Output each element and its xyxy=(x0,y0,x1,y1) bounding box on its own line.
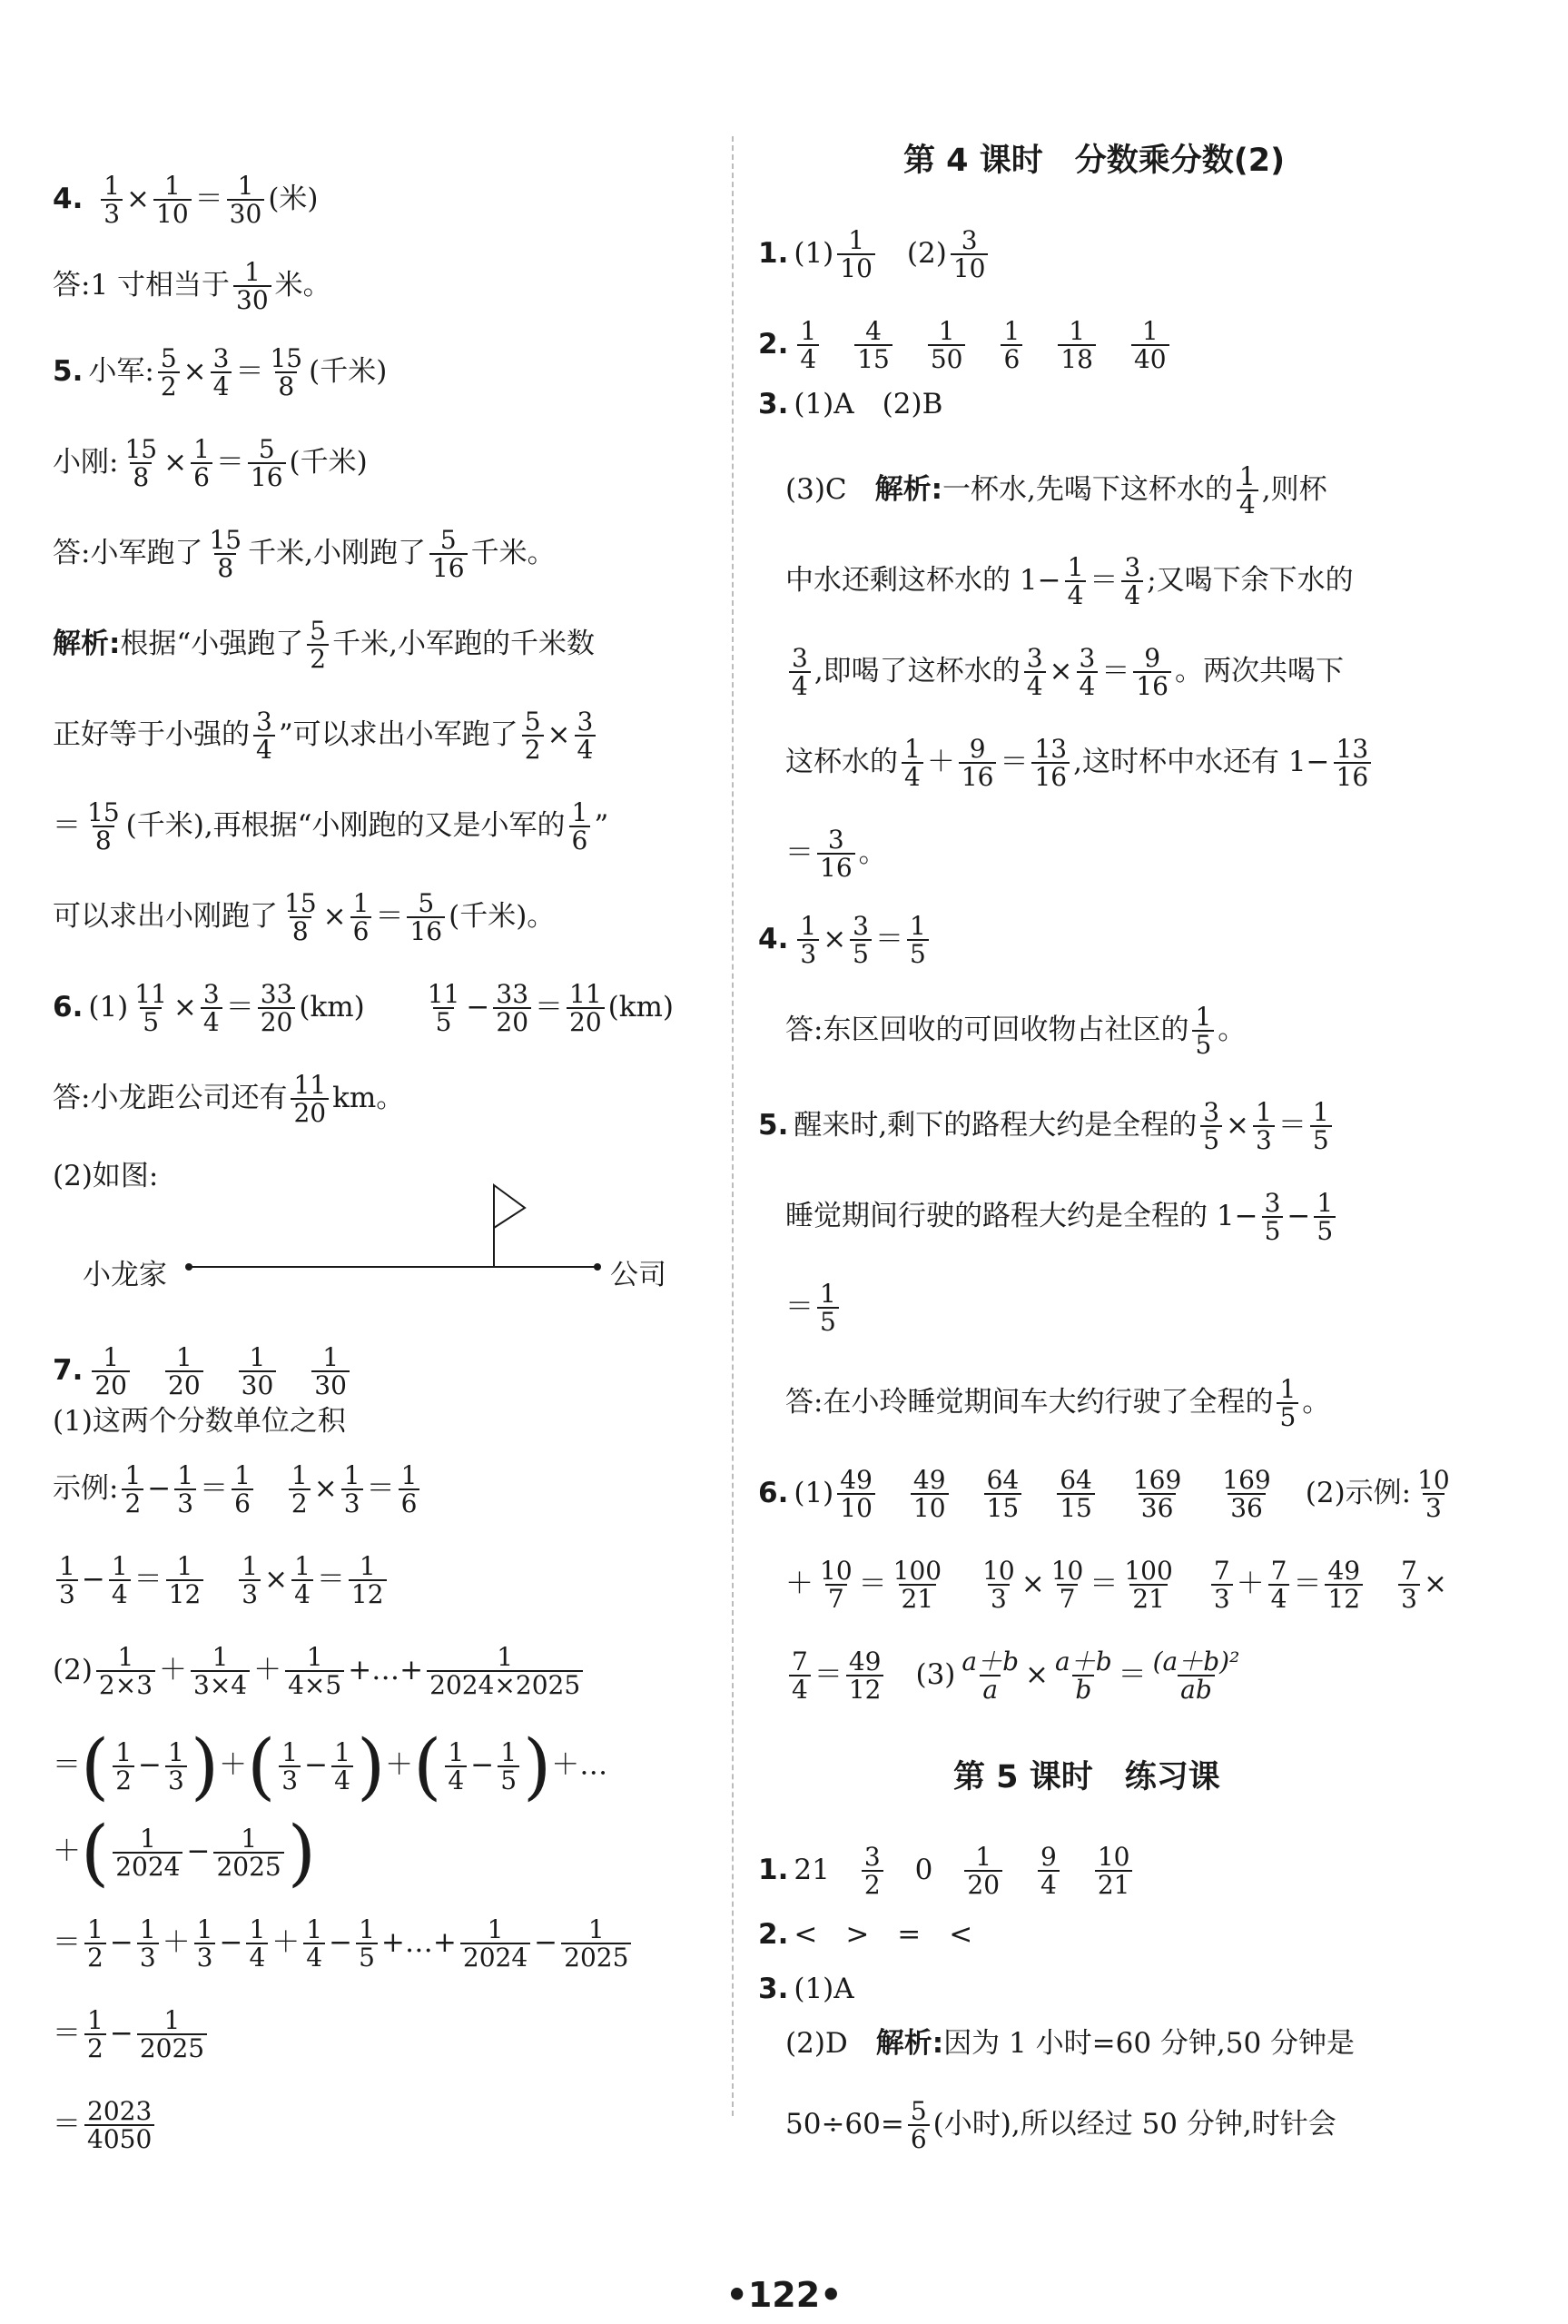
fraction: $\frac{1}{2024\times 2025}$ xyxy=(427,1644,583,1699)
fraction: $\frac{1}{30}$ xyxy=(311,1344,350,1399)
fraction: $\frac{169}{36}$ xyxy=(1222,1465,1271,1524)
fraction: $\frac{1}{5}$ xyxy=(356,1916,378,1972)
fraction: $\frac{1}{4}$ xyxy=(797,318,819,373)
r4-q5-answer: 答:在小玲睡觉期间车大约行驶了全程的 $\frac{1}{5}$ 。 xyxy=(785,1374,1331,1433)
fraction: $\frac{1}{2024}$ xyxy=(113,1825,182,1881)
fraction: $\frac{11}{20}$ xyxy=(567,981,605,1036)
fraction: $\frac{15}{8}$ xyxy=(284,888,317,947)
r4-q3-analysis-2: 中水还剩这杯水的 1− $\frac{1}{4}$ ＝ $\frac{3}{4}$ ;又喝下余下水的 xyxy=(785,552,1354,611)
fraction: $\frac{1}{10}$ xyxy=(153,173,192,228)
fraction: $\frac{1}{2025}$ xyxy=(561,1916,631,1972)
q5-analysis-4: 可以求出小刚跑了 $\frac{15}{8}$ × $\frac{1}{6}$ ＝ $\frac{5}{16}$ (千米)。 xyxy=(53,888,556,947)
r5-q1: 1. 21 $\frac{3}{2}$ 0 $\frac{1}{20}$ $\frac{9}{4}$ $\frac{10}{21}$ xyxy=(758,1844,1136,1899)
fraction: $\frac{100}{21}$ xyxy=(1124,1556,1173,1615)
fraction: $\frac{1}{5}$ xyxy=(907,913,929,968)
fraction: $\frac{10}{7}$ xyxy=(820,1556,853,1615)
r4-q6-line2: ＋ $\frac{10}{7}$ ＝ $\frac{100}{21}$ $\frac{10}{3}$ × $\frac{10}{7}$ ＝ $\frac{100}{21}$ $\frac{7}{3}$ ＋ $\frac{7}{4}$ ＝ $\frac{49}{12}$ $\frac{7}{3}$ × xyxy=(785,1556,1447,1615)
r4-q2: 2. $\frac{1}{4}$ $\frac{4}{15}$ $\frac{1}{50}$ $\frac{1}{6}$ $\frac{1}{18}$ $\frac{1}{40}$ xyxy=(758,318,1173,373)
fraction: $\frac{3}{4}$ xyxy=(253,708,275,764)
fraction: $\frac{10}{3}$ xyxy=(1417,1465,1450,1524)
fraction: $\frac{1}{3}$ xyxy=(137,1916,159,1972)
fraction: $\frac{3}{4}$ xyxy=(575,708,597,764)
fraction: $\frac{1}{3}$ xyxy=(174,1462,196,1518)
q5-analysis-2: 正好等于小强的 $\frac{3}{4}$ ”可以求出小军跑了 $\frac{5}{2}$ × $\frac{3}{4}$ xyxy=(53,708,599,764)
fraction: $\frac{1}{30}$ xyxy=(239,1344,277,1399)
r4-q3-analysis-1: (3)C 解析:一杯水,先喝下这杯水的 $\frac{1}{4}$ ,则杯 xyxy=(785,461,1327,520)
section-title-4: 第 4 课时 分数乘分数(2) xyxy=(903,143,1286,179)
r4-q4-answer: 答:东区回收的可回收物占社区的 $\frac{1}{5}$ 。 xyxy=(785,1002,1247,1061)
fraction: $\frac{33}{20}$ xyxy=(258,981,296,1036)
fraction: $\frac{1}{5}$ xyxy=(1277,1376,1298,1431)
fraction: $\frac{11}{5}$ xyxy=(134,979,167,1038)
r4-q6-line1: 6. (1) $\frac{49}{10}$ $\frac{49}{10}$ $\frac{64}{15}$ $\frac{64}{15}$ $\frac{169}{36}$ $\frac{169}{36}$ (2)示例: $\frac{10}{3}$ xyxy=(758,1467,1456,1522)
r4-q5-line2: 睡觉期间行驶的路程大约是全程的 1− $\frac{3}{5}$ − $\frac{1}{5}$ xyxy=(785,1190,1339,1245)
r4-q3-analysis-4: 这杯水的 $\frac{1}{4}$ ＋ $\frac{9}{16}$ ＝ $\frac{13}{16}$ ,这时杯中水还有 1− $\frac{13}{16}$ xyxy=(785,736,1375,791)
fraction: $\frac{1}{5}$ xyxy=(817,1281,839,1336)
q4-number: 4. xyxy=(53,182,84,215)
fraction: $\frac{100}{21}$ xyxy=(892,1556,942,1615)
fraction: $\frac{1}{4}$ xyxy=(303,1916,325,1972)
fraction: $\frac{1}{3\times 4}$ xyxy=(191,1644,250,1699)
fraction: $\frac{a+b}{b}$ xyxy=(1055,1647,1112,1706)
r4-q1: 1. (1) $\frac{1}{10}$ (2) $\frac{3}{10}$ xyxy=(758,227,991,282)
r4-q3-ab: 3. (1)A (2)B xyxy=(758,388,943,420)
fraction: $\frac{1}{20}$ xyxy=(165,1344,203,1399)
fraction: $\frac{1}{12}$ xyxy=(349,1553,387,1608)
fraction: $\frac{1}{5}$ xyxy=(1310,1099,1332,1154)
fraction: $\frac{15}{8}$ xyxy=(270,343,303,402)
r5-q3-analysis-2: 50÷60= $\frac{5}{6}$ (小时),所以经过 50 分钟,时针会 xyxy=(785,2096,1336,2155)
fraction: $\frac{5}{16}$ xyxy=(429,527,468,582)
q6-part2: (2)如图: xyxy=(53,1160,159,1192)
fraction: $\frac{1}{30}$ xyxy=(233,259,271,314)
r5-q3-a: 3. (1)A xyxy=(758,1973,854,2005)
fraction: $\frac{1}{2}$ xyxy=(84,1916,106,1972)
fraction: $\frac{1}{12}$ xyxy=(166,1553,204,1608)
fraction: $\frac{3}{5}$ xyxy=(1262,1190,1284,1245)
fraction: $\frac{1}{5}$ xyxy=(1314,1190,1336,1245)
fraction: $\frac{1}{3}$ xyxy=(56,1553,78,1608)
fraction: $\frac{1}{3}$ xyxy=(194,1916,216,1972)
fraction: $\frac{10}{3}$ xyxy=(982,1556,1015,1615)
fraction: $\frac{49}{10}$ xyxy=(837,1467,875,1522)
fraction: $\frac{49}{12}$ xyxy=(846,1648,884,1704)
fraction: $\frac{1}{2025}$ xyxy=(213,1825,283,1881)
fraction: $\frac{1}{2}$ xyxy=(84,2007,106,2062)
fraction: $\frac{5}{2}$ xyxy=(307,618,329,673)
fraction: $\frac{3}{4}$ xyxy=(1077,645,1099,700)
q7-result: ＝ $\frac{2023}{4050}$ xyxy=(53,2098,158,2153)
fraction: $\frac{3}{4}$ xyxy=(1024,645,1046,700)
fraction: $\frac{1}{5}$ xyxy=(1192,1004,1214,1059)
q7-example-2: $\frac{1}{3}$ − $\frac{1}{4}$ ＝ $\frac{1}{12}$ $\frac{1}{3}$ × $\frac{1}{4}$ ＝ $\frac{1}{12}$ xyxy=(53,1553,390,1608)
fraction: $\frac{1}{2\times 3}$ xyxy=(96,1644,155,1699)
fraction: $\frac{1}{2024}$ xyxy=(460,1916,530,1972)
fraction: $\frac{\text{(a＋b)²}}{ab}$ xyxy=(1152,1647,1240,1706)
q7-example-1: 示例: $\frac{1}{2}$ − $\frac{1}{3}$ ＝ $\frac{1}{6}$ $\frac{1}{2}$ × $\frac{1}{3}$ ＝ $\frac{1}{6}$ xyxy=(53,1462,423,1518)
fraction: $\frac{7}{4}$ xyxy=(1268,1558,1290,1613)
fraction: $\frac{13}{16}$ xyxy=(1334,736,1372,791)
fraction: $\frac{9}{4}$ xyxy=(1038,1844,1060,1899)
company-label: 公司 xyxy=(610,1259,666,1291)
fraction: $\frac{1}{20}$ xyxy=(964,1844,1002,1899)
fraction: $\frac{1}{6}$ xyxy=(399,1462,420,1518)
fraction: $\frac{10}{7}$ xyxy=(1050,1556,1084,1615)
fraction: $\frac{1}{4\times 5}$ xyxy=(285,1644,344,1699)
q7-part2-sum: (2) $\frac{1}{2\times 3}$ ＋ $\frac{1}{3\times 4}$ ＋ $\frac{1}{4\times 5}$ +…+ $\frac{1}{2024\times 2025}$ xyxy=(53,1644,587,1699)
r4-q4-equation: 4. $\frac{1}{3}$ × $\frac{3}{5}$ ＝ $\frac{1}{5}$ xyxy=(758,913,932,968)
fraction: $\frac{5}{6}$ xyxy=(908,2098,930,2153)
fraction: $\frac{3}{4}$ xyxy=(211,345,232,401)
fraction: $\frac{a+b}{a}$ xyxy=(962,1647,1020,1706)
fraction: $\frac{7}{4}$ xyxy=(789,1648,811,1704)
fraction: $\frac{1}{5}$ xyxy=(498,1739,519,1795)
fraction: $\frac{7}{3}$ xyxy=(1398,1558,1420,1613)
section-title-5: 第 5 课时 练习课 xyxy=(953,1759,1220,1795)
column-divider xyxy=(732,136,734,2116)
fraction: $\frac{1}{50}$ xyxy=(928,318,966,373)
fraction: $\frac{15}{8}$ xyxy=(87,797,120,856)
fraction: $\frac{1}{4}$ xyxy=(1237,463,1258,519)
fraction: $\frac{3}{10}$ xyxy=(951,227,989,282)
q6-equation: 6. (1) $\frac{11}{5}$ × $\frac{3}{4}$ ＝ $\frac{33}{20}$ (km) $\frac{11}{5}$ − $\frac{33}{20}$ ＝ $\frac{11}{20}$ (km) xyxy=(53,979,675,1038)
fraction: $\frac{1}{3}$ xyxy=(279,1739,301,1795)
fraction: $\frac{11}{5}$ xyxy=(427,979,460,1038)
fraction: $\frac{1}{6}$ xyxy=(1001,318,1022,373)
route-diagram xyxy=(33,1081,686,1290)
fraction: $\frac{2023}{4050}$ xyxy=(84,2098,154,2153)
fraction: $\frac{1}{6}$ xyxy=(350,890,372,945)
q6-answer: 答:小龙距公司还有 $\frac{11}{20}$ km。 xyxy=(53,1070,405,1129)
fraction: $\frac{3}{4}$ xyxy=(1121,554,1143,609)
q7-part1: (1)这两个分数单位之积 xyxy=(53,1405,346,1438)
fraction: $\frac{64}{15}$ xyxy=(1057,1467,1095,1522)
fraction: $\frac{1}{18}$ xyxy=(1058,318,1096,373)
fraction: $\frac{3}{16}$ xyxy=(817,826,855,882)
fraction: $\frac{3}{5}$ xyxy=(850,913,872,968)
fraction: $\frac{1}{3}$ xyxy=(797,913,819,968)
fraction: $\frac{33}{20}$ xyxy=(493,981,531,1036)
fraction: $\frac{7}{3}$ xyxy=(1211,1558,1233,1613)
fraction: $\frac{5}{16}$ xyxy=(407,890,445,945)
flag-icon xyxy=(494,1185,525,1228)
fraction: $\frac{1}{4}$ xyxy=(1065,554,1087,609)
fraction: $\frac{4}{15}$ xyxy=(854,318,892,373)
fraction: $\frac{1}{2}$ xyxy=(113,1739,134,1795)
fraction: $\frac{5}{2}$ xyxy=(158,345,180,401)
fraction: $\frac{169}{36}$ xyxy=(1132,1465,1182,1524)
q5-line1: 5. 小军: $\frac{5}{2}$ × $\frac{3}{4}$ ＝ $\frac{15}{8}$ (千米) xyxy=(53,343,388,402)
fraction: $\frac{3}{4}$ xyxy=(789,645,811,700)
q5-line2: 小刚: $\frac{15}{8}$ × $\frac{1}{6}$ ＝ $\frac{5}{16}$ (千米) xyxy=(53,434,368,493)
fraction: $\frac{15}{8}$ xyxy=(209,525,242,584)
q7-step-1: ＝( $\frac{1}{2}$ − $\frac{1}{3}$ )＋( $\frac{1}{3}$ − $\frac{1}{4}$ )＋( $\frac{1}{4}$ − $\frac{1}{5}$ )＋… xyxy=(53,1724,608,1808)
q7-step-2: ＋( $\frac{1}{2024}$ − $\frac{1}{2025}$ ) xyxy=(53,1810,316,1894)
q4-answer: 答:1 寸相当于 $\frac{1}{30}$ 米。 xyxy=(53,257,331,316)
q7-fractions: 7. $\frac{1}{20}$ $\frac{1}{20}$ $\frac{1}{30}$ $\frac{1}{30}$ xyxy=(53,1344,353,1399)
fraction: $\frac{1}{3}$ xyxy=(239,1553,261,1608)
page-number: •122• xyxy=(725,2275,843,2315)
fraction: $\frac{1}{4}$ xyxy=(902,736,923,791)
r4-q3-analysis-5: ＝ $\frac{3}{16}$ 。 xyxy=(785,825,887,884)
fraction: $\frac{1}{4}$ xyxy=(331,1739,353,1795)
fraction: $\frac{1}{4}$ xyxy=(445,1739,467,1795)
fraction: $\frac{1}{3}$ xyxy=(1253,1099,1275,1154)
fraction: $\frac{11}{20}$ xyxy=(291,1072,329,1127)
r5-q2: 2. < > = < xyxy=(758,1918,973,1951)
fraction: $\frac{1}{20}$ xyxy=(92,1344,130,1399)
fraction: $\frac{10}{21}$ xyxy=(1095,1844,1133,1899)
fraction: $\frac{1}{30}$ xyxy=(227,173,265,228)
fraction: $\frac{1}{6}$ xyxy=(191,436,212,491)
fraction: $\frac{1}{4}$ xyxy=(109,1553,131,1608)
fraction: $\frac{1}{6}$ xyxy=(232,1462,253,1518)
fraction: $\frac{13}{16}$ xyxy=(1031,736,1070,791)
fraction: $\frac{1}{40}$ xyxy=(1131,318,1169,373)
q5-analysis-3: ＝ $\frac{15}{8}$ (千米),再根据“小刚跑的又是小军的 $\frac{1}{6}$ ” xyxy=(53,797,609,856)
fraction: $\frac{15}{8}$ xyxy=(124,434,158,493)
q7-step-4: ＝ $\frac{1}{2}$ − $\frac{1}{2025}$ xyxy=(53,2007,211,2062)
fraction: $\frac{64}{15}$ xyxy=(984,1467,1022,1522)
fraction: $\frac{49}{10}$ xyxy=(911,1467,949,1522)
fraction: $\frac{3}{4}$ xyxy=(201,981,222,1036)
fraction: $\frac{3}{5}$ xyxy=(1200,1099,1222,1154)
q4-equation: 4. $\frac{1}{3}$ × $\frac{1}{10}$ ＝ $\frac{1}{30}$ (米) xyxy=(53,171,319,230)
fraction: $\frac{1}{2}$ xyxy=(289,1462,311,1518)
fraction: $\frac{1}{3}$ xyxy=(341,1462,363,1518)
fraction: $\frac{1}{4}$ xyxy=(246,1916,268,1972)
fraction: $\frac{49}{12}$ xyxy=(1325,1558,1363,1613)
r4-q6-line3: $\frac{7}{4}$ ＝ $\frac{49}{12}$ (3) $\frac{a+b}{a}$ × $\frac{a+b}{b}$ ＝ $\frac{\text{(a＋b)²}}{ab}$ xyxy=(785,1648,1246,1704)
fraction: $\frac{5}{16}$ xyxy=(248,436,286,491)
r5-q3-analysis-1: (2)D 解析:因为 1 小时=60 分钟,50 分钟是 xyxy=(785,2027,1356,2060)
fraction: $\frac{3}{2}$ xyxy=(862,1844,883,1899)
r4-q3-analysis-3: $\frac{3}{4}$ ,即喝了这杯水的 $\frac{3}{4}$ × $\frac{3}{4}$ ＝ $\frac{9}{16}$ 。两次共喝下 xyxy=(785,645,1344,700)
fraction: $\frac{1}{6}$ xyxy=(569,799,591,855)
fraction: $\frac{5}{2}$ xyxy=(522,708,544,764)
home-label: 小龙家 xyxy=(83,1259,167,1291)
fraction: $\frac{1}{4}$ xyxy=(291,1553,313,1608)
q5-answer: 答:小军跑了 $\frac{15}{8}$ 千米,小刚跑了 $\frac{5}{16}$ 千米。 xyxy=(53,525,556,584)
fraction: $\frac{1}{2025}$ xyxy=(137,2007,207,2062)
q7-step-3: ＝ $\frac{1}{2}$ − $\frac{1}{3}$ ＋ $\frac{1}{3}$ − $\frac{1}{4}$ ＋ $\frac{1}{4}$ − $\frac{1}{5}$ +…+ $\frac{1}{2024}$ − $\frac{1}{2025}$ xyxy=(53,1916,635,1972)
q5-analysis-1: 解析:根据“小强跑了 $\frac{5}{2}$ 千米,小军跑的千米数 xyxy=(53,616,595,675)
fraction: $\frac{1}{10}$ xyxy=(837,227,875,282)
fraction: $\frac{1}{2}$ xyxy=(122,1462,143,1518)
r4-q5-line1: 5. 醒来时,剩下的路程大约是全程的 $\frac{3}{5}$ × $\frac{1}{3}$ ＝ $\frac{1}{5}$ xyxy=(758,1099,1336,1154)
fraction: $\frac{9}{16}$ xyxy=(959,736,997,791)
fraction: $\frac{9}{16}$ xyxy=(1133,645,1171,700)
fraction: $\frac{1}{3}$ xyxy=(165,1739,187,1795)
fraction: $\frac{1}{3}$ xyxy=(101,173,123,228)
r4-q5-line3: ＝ $\frac{1}{5}$ xyxy=(785,1281,843,1336)
